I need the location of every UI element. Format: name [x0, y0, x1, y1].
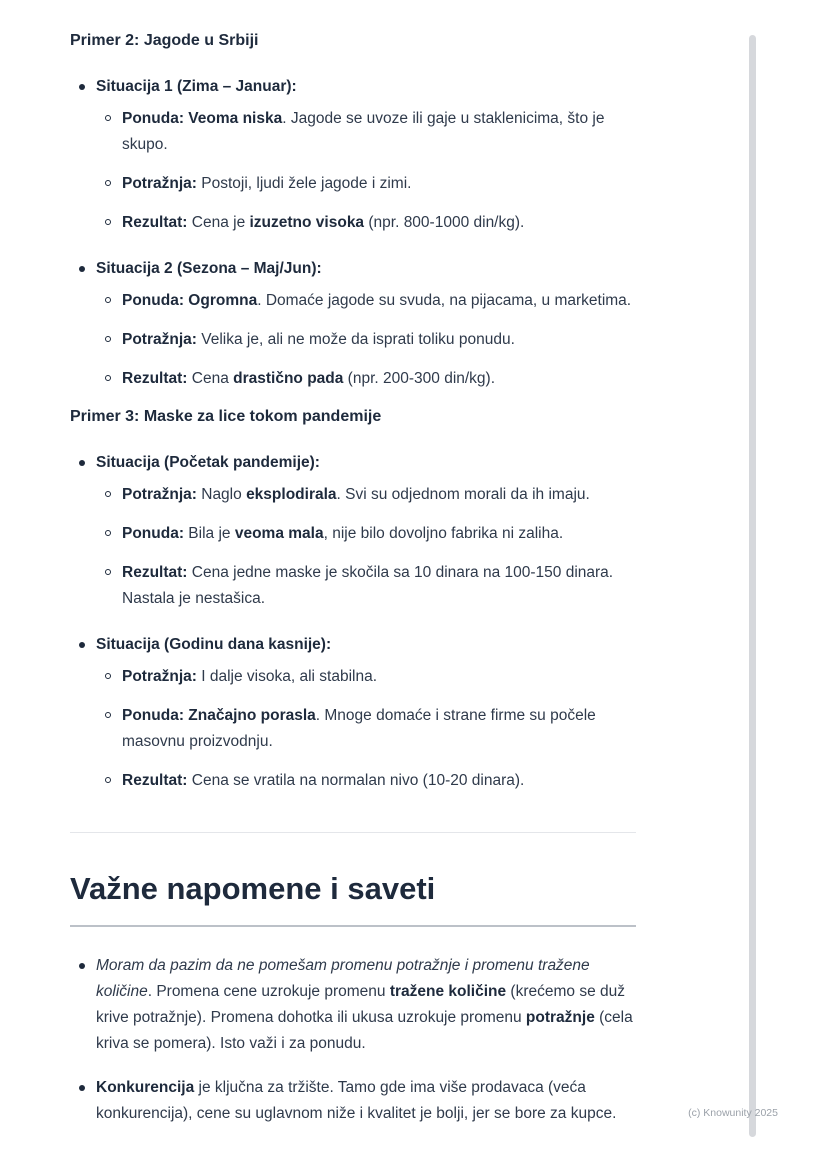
point-text: Potražnja: I dalje visoka, ali stabilna. — [122, 668, 378, 685]
bullet-circle-icon — [105, 712, 111, 718]
list-item — [96, 327, 636, 353]
list-item — [70, 74, 636, 236]
points-list — [96, 106, 636, 236]
document-page — [70, 30, 636, 1127]
section-divider — [70, 832, 636, 833]
section-primer3 — [70, 406, 636, 794]
copyright-watermark: (c) Knowunity 2025 — [688, 1107, 778, 1119]
bullet-circle-icon — [105, 569, 111, 575]
bullet-icon — [79, 266, 85, 272]
bullet-icon — [79, 84, 85, 90]
bullet-circle-icon — [105, 530, 111, 536]
point-text: Rezultat: Cena drastično pada (npr. 200-300 din/kg). — [122, 370, 496, 387]
bullet-circle-icon — [105, 777, 111, 783]
list-item — [70, 953, 636, 1057]
point-text: Rezultat: Cena jedne maske je skočila sa 10 dinara na 100-150 dinara. Nastala je nestašica. — [122, 564, 614, 607]
note-text: Konkurencija je ključna za tržište. Tamo gde ima više prodavaca (veća konkurencija), cene su uglavnom niže i kvalitet je bolji, jer se bore za kupce. — [96, 1079, 617, 1122]
points-list — [96, 288, 636, 392]
list-item — [70, 632, 636, 794]
list-item — [96, 366, 636, 392]
list-item — [96, 210, 636, 236]
bullet-icon — [79, 1085, 85, 1091]
list-item — [70, 450, 636, 612]
bullet-icon — [79, 460, 85, 466]
notes-list — [70, 953, 636, 1127]
point-text: Potražnja: Postoji, ljudi žele jagode i zimi. — [122, 175, 412, 192]
scrollbar-thumb[interactable] — [749, 35, 756, 1137]
bullet-circle-icon — [105, 297, 111, 303]
bullet-circle-icon — [105, 180, 111, 186]
list-item — [96, 664, 636, 690]
section-primer2 — [70, 30, 636, 392]
notes-heading: Važne napomene i saveti — [70, 869, 636, 927]
list-item — [96, 703, 636, 755]
list-item — [96, 288, 636, 314]
situation-title: Situacija (Početak pandemije): — [96, 454, 320, 471]
bullet-circle-icon — [105, 336, 111, 342]
note-text: Moram da pazim da ne pomešam promenu potražnje i promenu tražene količine. Promena cene uzrokuje promenu tražene količine (krećemo se duž krive potražnje). Promena dohotka ili ukusa uzrokuje promenu potražnje (cela kriva se pomera). Isto važi i za ponudu. — [96, 957, 633, 1052]
situation-list — [70, 74, 636, 392]
situation-list — [70, 450, 636, 794]
point-text: Rezultat: Cena je izuzetno visoka (npr. 800-1000 din/kg). — [122, 214, 525, 231]
point-text: Ponuda: Veoma niska. Jagode se uvoze ili gaje u staklenicima, što je skupo. — [122, 110, 605, 153]
bullet-icon — [79, 642, 85, 648]
points-list — [96, 664, 636, 794]
bullet-circle-icon — [105, 219, 111, 225]
points-list — [96, 482, 636, 612]
bullet-circle-icon — [105, 375, 111, 381]
list-item — [70, 1075, 636, 1127]
point-text: Rezultat: Cena se vratila na normalan nivo (10-20 dinara). — [122, 772, 525, 789]
list-item — [70, 256, 636, 392]
bullet-circle-icon — [105, 115, 111, 121]
bullet-icon — [79, 963, 85, 969]
list-item — [96, 560, 636, 612]
point-text: Ponuda: Bila je veoma mala, nije bilo dovoljno fabrika ni zaliha. — [122, 525, 564, 542]
list-item — [96, 768, 636, 794]
section-heading-primer3: Primer 3: Maske za lice tokom pandemije — [70, 408, 382, 425]
situation-title: Situacija 1 (Zima – Januar): — [96, 78, 297, 95]
bullet-circle-icon — [105, 673, 111, 679]
point-text: Ponuda: Značajno porasla. Mnoge domaće i strane firme su počele masovnu proizvodnju. — [122, 707, 596, 750]
point-text: Ponuda: Ogromna. Domaće jagode su svuda, na pijacama, u marketima. — [122, 292, 632, 309]
list-item — [96, 521, 636, 547]
list-item — [96, 482, 636, 508]
situation-title: Situacija (Godinu dana kasnije): — [96, 636, 332, 653]
situation-title: Situacija 2 (Sezona – Maj/Jun): — [96, 260, 322, 277]
point-text: Potražnja: Naglo eksplodirala. Svi su odjednom morali da ih imaju. — [122, 486, 590, 503]
list-item — [96, 106, 636, 158]
section-heading-primer2: Primer 2: Jagode u Srbiji — [70, 32, 259, 49]
list-item — [96, 171, 636, 197]
bullet-circle-icon — [105, 491, 111, 497]
section-notes — [70, 869, 636, 1127]
point-text: Potražnja: Velika je, ali ne može da isprati toliku ponudu. — [122, 331, 515, 348]
